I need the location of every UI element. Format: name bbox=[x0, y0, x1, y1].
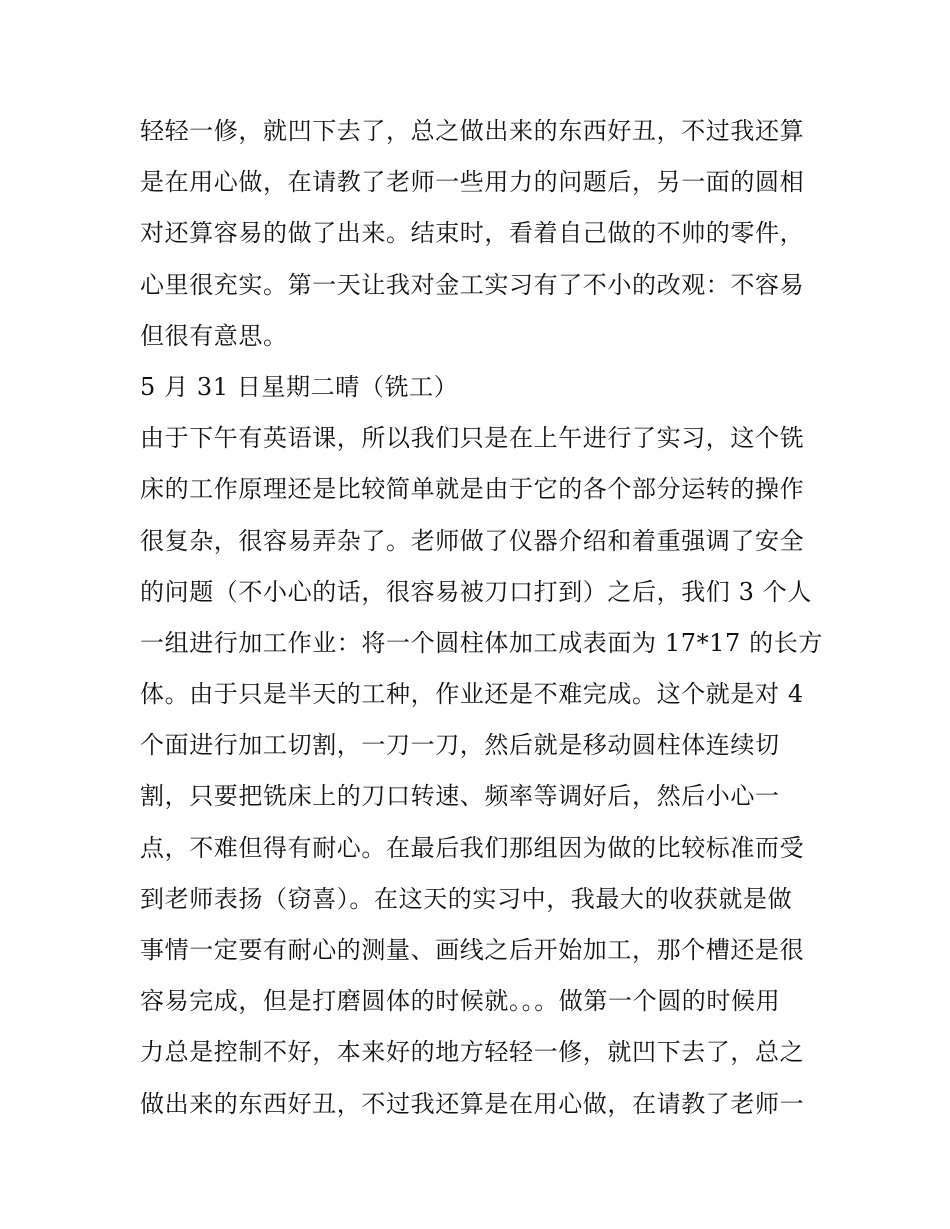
text-line: 由于下午有英语课，所以我们只是在上午进行了实习，这个铣 bbox=[140, 424, 805, 453]
text-line: 割，只要把铣床上的刀口转速、频率等调好后，然后小心一 bbox=[140, 782, 780, 811]
text-line: 但很有意思。 bbox=[140, 321, 288, 350]
text-line: 到老师表扬（窃喜）。在这天的实习中，我最大的收获就是做 bbox=[140, 884, 793, 913]
text-line: 容易完成，但是打磨圆体的时候就。。。做第一个圆的时候用 bbox=[140, 987, 781, 1016]
text-line: 做出来的东西好丑，不过我还算是在用心做，在请教了老师一 bbox=[140, 1089, 805, 1118]
text-line: 力总是控制不好，本来好的地方轻轻一修，就凹下去了，总之 bbox=[140, 1038, 805, 1067]
text-line: 轻轻一修，就凹下去了，总之做出来的东西好丑，不过我还算 bbox=[140, 117, 805, 145]
text-line: 很复杂，很容易弄杂了。老师做了仪器介绍和着重强调了安全 bbox=[140, 526, 805, 555]
text-line: 的问题（不小心的话，很容易被刀口打到）之后，我们 3 个人 bbox=[140, 577, 812, 606]
text-line: 事情一定要有耐心的测量、画线之后开始加工，那个槽还是很 bbox=[140, 936, 805, 964]
text-line: 体。由于只是半天的工种，作业还是不难完成。这个就是对 4 bbox=[140, 680, 804, 709]
text-line: 心里很充实。第一天让我对金工实习有了不小的改观：不容易 bbox=[140, 270, 805, 299]
text-line: 床的工作原理还是比较简单就是由于它的各个部分运转的操作 bbox=[140, 475, 805, 504]
text-line: 个面进行加工切割，一刀一刀，然后就是移动圆柱体连续切 bbox=[140, 731, 780, 760]
text-line: 点，不难但得有耐心。在最后我们那组因为做的比较标准而受 bbox=[140, 833, 805, 862]
date-heading: 5 月 31 日星期二晴（铣工） bbox=[140, 372, 459, 401]
text-line: 对还算容易的做了出来。结束时，看着自己做的不帅的零件， bbox=[140, 219, 805, 248]
text-line: 是在用心做，在请教了老师一些用力的问题后，另一面的圆相 bbox=[140, 168, 805, 197]
text-line: 一组进行加工作业：将一个圆柱体加工成表面为 17*17 的长方 bbox=[140, 628, 823, 657]
document-body bbox=[140, 106, 830, 1130]
